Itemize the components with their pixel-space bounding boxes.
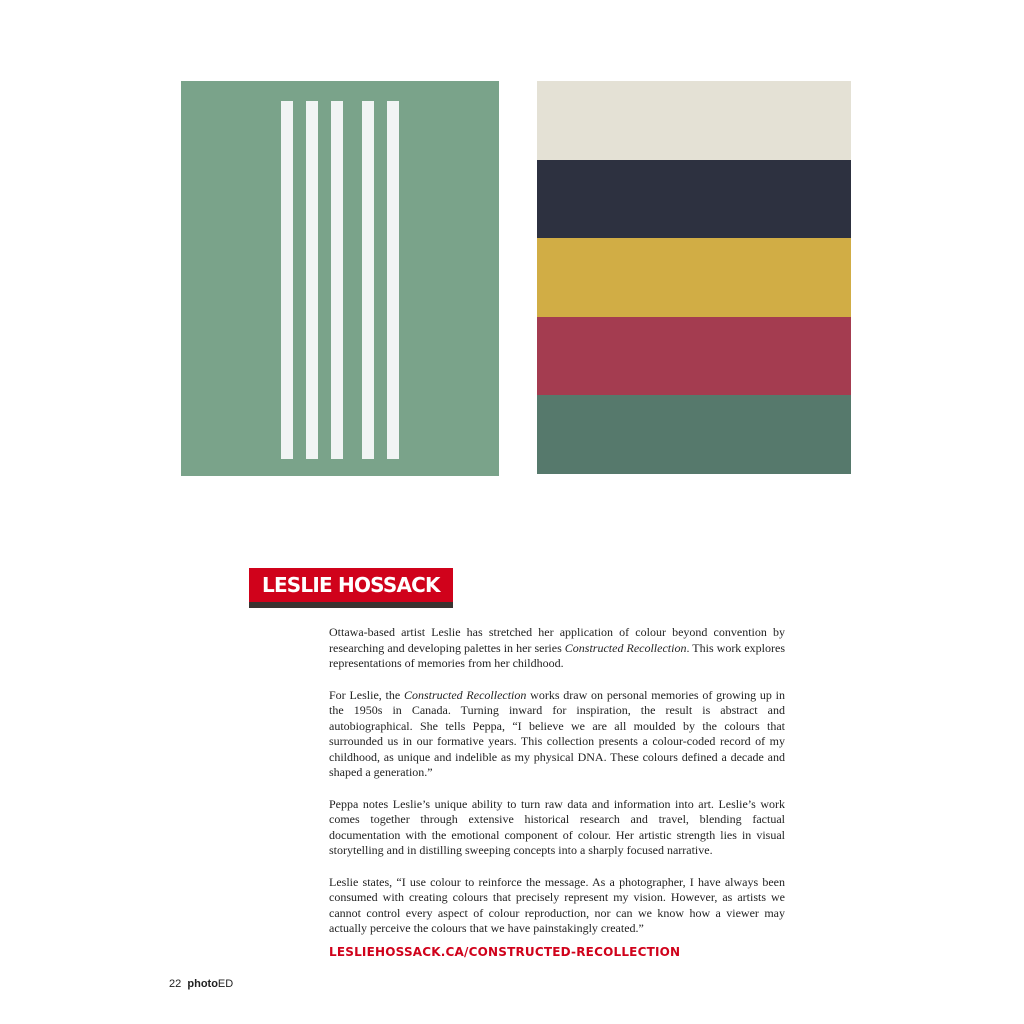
series-title: Constructed Recollection [564, 640, 687, 655]
paragraph-text: Peppa notes Leslie’s unique ability to turn raw data and information into art. Leslie’s work comes together through extensive historical research and travel, blending factual documentation with the emotional component of colour. Her artistic strength lies in visual storytelling and in distilling sweeping concepts into a sharply focused narrative. [329, 796, 785, 857]
artist-name: LESLIE HOSSACK [249, 568, 453, 602]
white-stripe [387, 101, 399, 459]
page-footer [169, 978, 233, 990]
colour-band [537, 238, 851, 317]
white-stripe [306, 101, 318, 459]
article-body [329, 625, 785, 953]
artwork-colour-bands [537, 81, 851, 474]
artist-url-link[interactable]: LESLIEHOSSACK.CA/CONSTRUCTED-RECOLLECTION [329, 945, 681, 959]
colour-band [537, 317, 851, 396]
magazine-logo-rest: ED [217, 978, 234, 990]
artist-heading [249, 568, 453, 608]
magazine-logo-bold: photo [187, 978, 218, 990]
white-stripe [281, 101, 293, 459]
colour-band [537, 395, 851, 474]
artwork-green-stripes [181, 81, 499, 476]
white-stripe [331, 101, 343, 459]
article-paragraph [329, 875, 785, 937]
paragraph-text: For Leslie, the [329, 687, 404, 702]
article-paragraph [329, 625, 785, 672]
paragraph-text: . This work explores representations of memories from her childhood. [329, 640, 785, 670]
series-title: Constructed Recollection [403, 687, 527, 702]
colour-band [537, 81, 851, 160]
paragraph-text: Ottawa-based artist Leslie has stretched her application of colour beyond convention by researching and developing palettes in her series [329, 625, 785, 655]
page-number: 22 [169, 978, 182, 990]
heading-underline [249, 602, 453, 608]
article-paragraph [329, 688, 785, 781]
paragraph-text: Leslie states, “I use colour to reinforce the message. As a photographer, I have always been consumed with creating colours that precisely represent my vision. However, as artists we cannot control every aspect of colour reproduction, nor can we know how a viewer may actually perceive the colours that we have painstakingly created.” [329, 874, 785, 935]
white-stripe [362, 101, 374, 459]
colour-band [537, 160, 851, 239]
article-paragraph [329, 797, 785, 859]
paragraph-text: works draw on personal memories of growing up in the 1950s in Canada. Turning inward for inspiration, the result is abstract and autobiographical. She tells Peppa, “I believe we are all moulded by the colours that surrounded us in our formative years. This collection presents a colour-coded record of my childhood, as unique and indelible as my physical DNA. These colours defined a decade and shaped a generation.” [329, 687, 786, 779]
